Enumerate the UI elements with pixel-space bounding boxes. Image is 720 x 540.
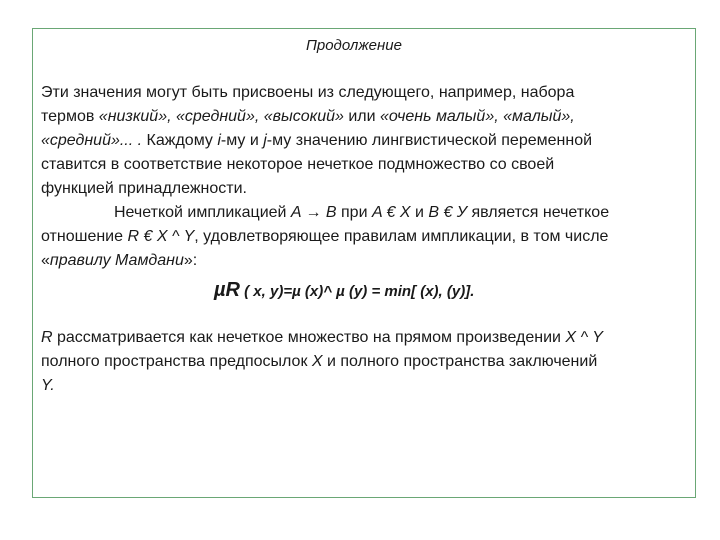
slide-title: Продолжение [306,37,402,54]
paragraph-2-line-3: «правилу Мамдани»: [41,252,198,269]
paragraph-1-line-3: «средний»... . Каждому i-му и j-му значению лингвистической переменной [41,132,593,149]
formula-body: ( x, y)=µ (x)^ µ (y) = min[ (x), (y)]. [239,283,475,300]
paragraph-1-line-5: функцией принадлежности. [41,180,247,197]
paragraph-1-line-1: Эти значения могут быть присвоены из следующего, например, набора [41,84,575,101]
paragraph-3-line-1: R рассматривается как нечеткое множество на прямом произведении X ^ Y [41,329,603,346]
paragraph-2-line-2: отношение R € X ^ Y, удовлетворяющее правилам импликации, в том числе [41,228,609,245]
paragraph-1-line-4: ставится в соответствие некоторое нечеткое подмножество со своей [41,156,555,173]
paragraph-3-line-3: Y. [41,377,55,394]
paragraph-3-line-2: полного пространства предпосылок X и полного пространства заключений [41,353,598,370]
paragraph-1-line-2: термов «низкий», «средний», «высокий» или «очень малый», «малый», [41,108,575,125]
paragraph-2-line-1: Нечеткой импликацией A → B при A € X и B € У является нечеткое [114,204,610,221]
mamdani-formula [214,278,474,304]
formula-lead: µR [214,279,240,301]
